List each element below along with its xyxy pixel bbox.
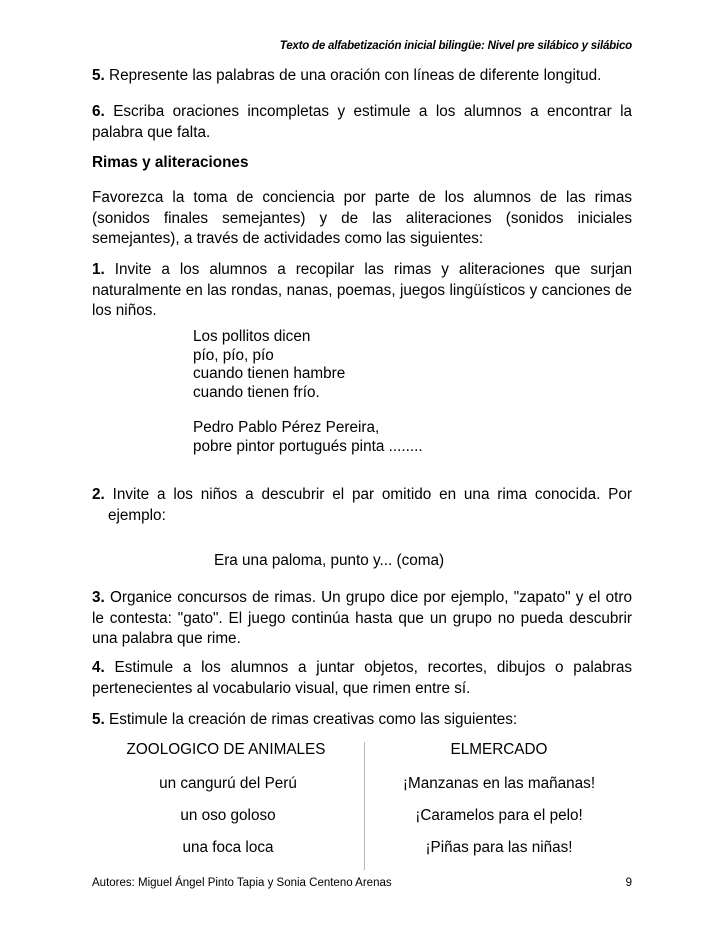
activity-3-paragraph: [92, 588, 632, 650]
activity-text: Invite a los niños a descubrir el par omitido en una rima conocida. Por: [104, 486, 632, 503]
tongue-twister-line: pobre pintor portugués pinta ........: [193, 437, 423, 455]
activity-5-paragraph: [92, 710, 632, 731]
poem-line: cuando tienen frío.: [193, 383, 320, 401]
activity-2-line-1: [92, 485, 632, 506]
item-6-paragraph: [92, 102, 632, 143]
item-number: 6.: [92, 103, 105, 120]
poem-line: Los pollitos dicen: [193, 328, 311, 345]
footer-authors: Autores: Miguel Ángel Pinto Tapia y Sonia Centeno Arenas: [92, 877, 392, 889]
rhyme-left-item: un oso goloso: [180, 807, 276, 824]
activity-text: Estimule a los alumnos a juntar objetos, recortes, dibujos o palabras pertenecientes al vocabulario visual, que rimen entre sí.: [92, 659, 632, 697]
rhyme-right-item: ¡Manzanas en las mañanas!: [402, 775, 596, 792]
item-5-paragraph: [92, 66, 632, 87]
page-number: 9: [625, 877, 632, 889]
rhyme-left-item: una foca loca: [182, 839, 274, 856]
activity-1-paragraph: [92, 260, 632, 322]
tongue-twister-block: [193, 419, 423, 456]
activity-number: 4.: [92, 659, 105, 676]
activity-2-line-2: ejemplo:: [108, 506, 166, 524]
poem-line: pío, pío, pío: [193, 346, 274, 364]
example-rhyme: Era una paloma, punto y... (coma): [214, 552, 445, 569]
poem-line: cuando tienen hambre: [193, 365, 346, 382]
tongue-twister-line: Pedro Pablo Pérez Pereira,: [193, 419, 380, 436]
activity-2-paragraph: [92, 485, 632, 526]
activity-text: Invite a los alumnos a recopilar las rimas y aliteraciones que surjan naturalmente en las rondas, nanas, poemas, juegos lingüísticos y canciones de los niños.: [92, 261, 632, 319]
rhyme-right-item: ¡Piñas para las niñas!: [425, 839, 573, 856]
item-text: Escriba oraciones incompletas y estimule a los alumnos a encontrar la palabra que falta.: [92, 103, 632, 141]
item-text: Represente las palabras de una oración con líneas de diferente longitud.: [104, 67, 602, 84]
rhyme-left-item: un cangurú del Perú: [159, 775, 297, 792]
rhyme-table-left-title: ZOOLOGICO DE ANIMALES: [126, 741, 326, 758]
section-intro-paragraph: Favorezca la toma de conciencia por parte de los alumnos de las rimas (sonidos finales semejantes) y de las aliteraciones (sonidos iniciales semejantes), a través de actividades como las siguientes:: [92, 189, 632, 247]
activity-number: 3.: [92, 589, 105, 606]
activity-number: 1.: [92, 261, 105, 278]
activity-4-paragraph: [92, 658, 632, 699]
table-divider: [364, 742, 365, 870]
activity-number: 5.: [92, 711, 105, 728]
rhyme-table-right-title: ELMERCADO: [450, 741, 548, 758]
section-heading: Rimas y aliteraciones: [92, 154, 249, 171]
activity-text: Organice concursos de rimas. Un grupo dice por ejemplo, "zapato" y el otro le contesta: "gato". El juego continúa hasta que un grupo no pueda descubrir una palabra que rime.: [92, 589, 632, 647]
item-number: 5.: [92, 67, 105, 84]
poem-block: [193, 328, 345, 402]
running-header: Texto de alfabetización inicial bilingüe: Nivel pre silábico y silábico: [279, 40, 632, 52]
activity-text: Estimule la creación de rimas creativas como las siguientes:: [104, 711, 518, 728]
rhyme-right-item: ¡Caramelos para el pelo!: [415, 807, 583, 824]
activity-number: 2.: [92, 486, 105, 503]
